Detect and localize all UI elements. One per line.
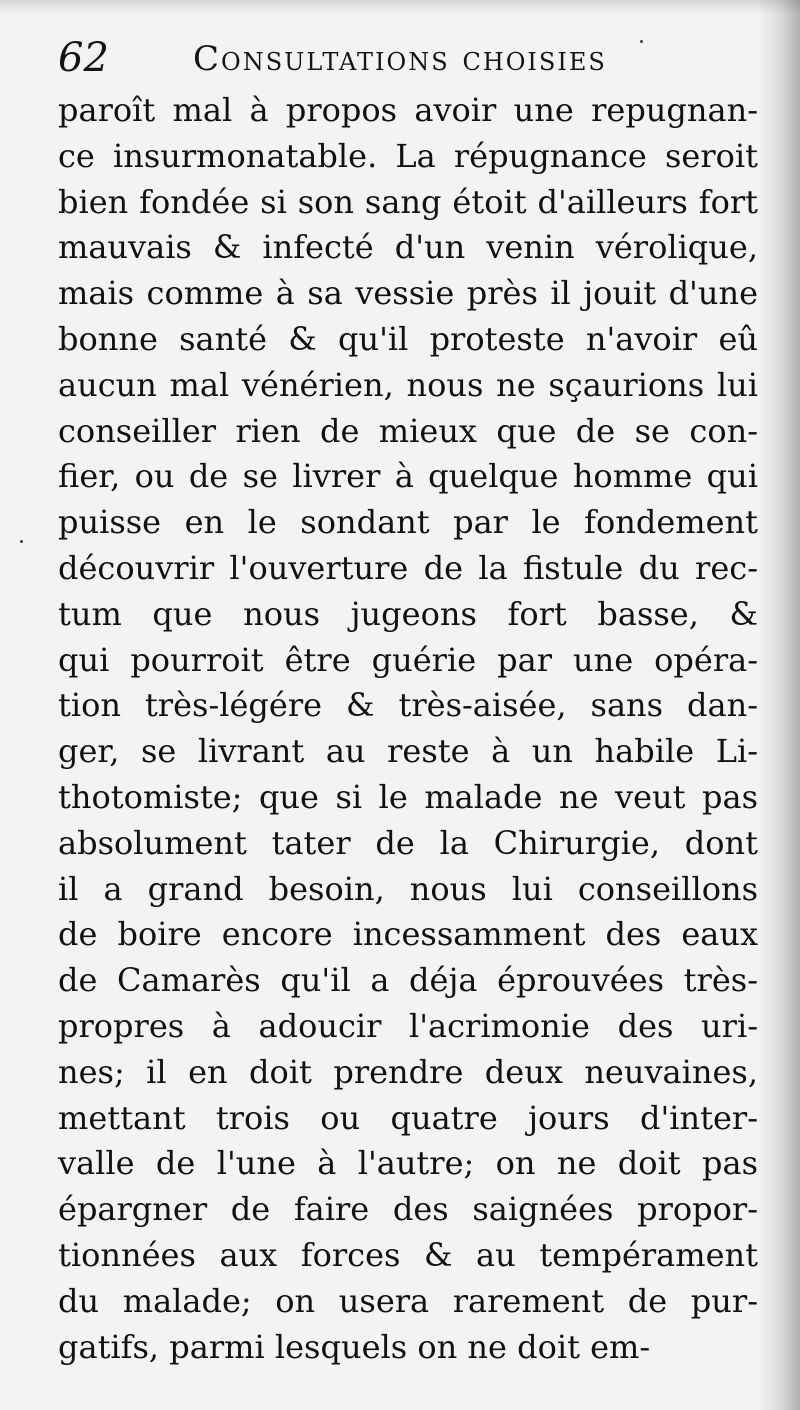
- text-line: ce insurmonatable. La répugnance seroit: [58, 136, 758, 175]
- text-line: absolument tater de la Chirurgie, dont: [58, 823, 758, 862]
- text-line: bien fondée si son sang étoit d'ailleurs fort: [58, 182, 758, 221]
- text-line: tionnées aux forces & au tempérament: [58, 1235, 758, 1274]
- page-number: 62: [58, 35, 109, 81]
- text-line: puisse en le sondant par le fondement: [58, 503, 758, 542]
- text-line: de Camarès qu'il a déja éprouvées très-: [58, 961, 758, 1000]
- text-line: nes; il en doit prendre deux neuvaines,: [58, 1052, 758, 1091]
- text-line: paroît mal à propos avoir une repugnan-: [58, 91, 758, 129]
- text-line: découvrir l'ouverture de la fistule du rec-: [58, 548, 758, 587]
- text-line: de boire encore incessamment des eaux: [58, 915, 758, 954]
- text-line: propres à adoucir l'acrimonie des uri-: [58, 1006, 758, 1045]
- text-line: valle de l'une à l'autre; on ne doit pas: [58, 1144, 758, 1183]
- text-line: il a grand besoin, nous lui conseillons: [58, 869, 758, 908]
- text-line: bonne santé & qu'il proteste n'avoir eû: [58, 319, 758, 358]
- scan-shadow-top: [0, 0, 800, 14]
- text-line: du malade; on usera rarement de pur-: [58, 1281, 758, 1320]
- page-header: [58, 32, 758, 92]
- text-line: qui pourroit être guérie par une opéra-: [58, 640, 758, 679]
- text-line: conseiller rien de mieux que de se con-: [58, 411, 758, 450]
- running-title: Consultations choisies: [193, 39, 607, 79]
- text-line: ger, se livrant au reste à un habile Li-: [58, 732, 758, 771]
- text-line: mettant trois ou quatre jours d'inter-: [58, 1098, 758, 1137]
- text-line: tion très-légére & très-aisée, sans dan-: [58, 686, 758, 725]
- ink-speck: [20, 540, 23, 543]
- text-line: épargner de faire des saignées propor-: [58, 1190, 758, 1229]
- text-line: aucun mal vénérien, nous ne sçaurions lui: [58, 365, 758, 404]
- scan-shadow-gutter: [758, 0, 800, 1410]
- text-line: mais comme à sa vessie près il jouit d'une: [58, 274, 758, 313]
- text-line: thotomiste; que si le malade ne veut pas: [58, 777, 758, 816]
- text-line: gatifs, parmi lesquels on ne doit em-: [58, 1327, 651, 1366]
- text-line: fier, ou de se livrer à quelque homme qui: [58, 457, 758, 496]
- body-text: [58, 88, 758, 1370]
- text-line: tum que nous jugeons fort basse, &: [58, 594, 758, 633]
- text-line: mauvais & infecté d'un venin vérolique,: [58, 228, 758, 267]
